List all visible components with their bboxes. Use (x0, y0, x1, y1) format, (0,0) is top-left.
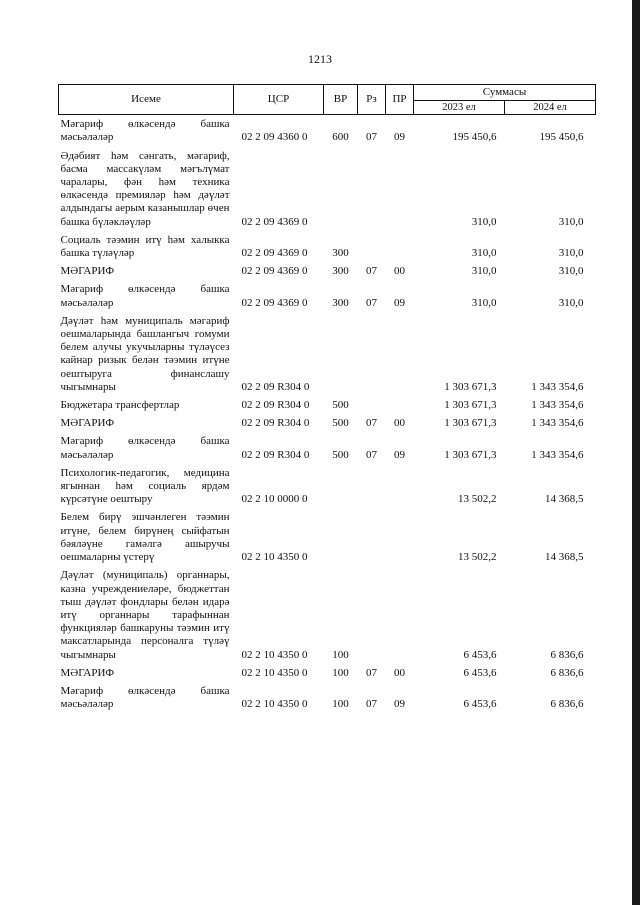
cell-csr: 02 2 10 4350 0 (241, 698, 308, 711)
table-row (59, 396, 596, 414)
budget-sheet (58, 84, 595, 713)
cell-sum-2023: 1 303 671,3 (444, 417, 497, 430)
cell-csr: 02 2 09 R304 0 (241, 417, 310, 430)
cell-rz: 07 (366, 666, 377, 679)
cell-name: Дәүләт һәм муниципаль мәгариф оешмаларында башлангыч гомуми белем алучы укучыларны түләүсез кайнар ризык белән тәэмин итүне оештыруга финанслашу чыгымнары (60, 314, 230, 393)
table-row (59, 312, 596, 396)
cell-csr: 02 2 09 4360 0 (241, 131, 308, 144)
header-year-2024: 2024 ел (505, 101, 596, 115)
page-number: 1213 (308, 52, 332, 66)
header-name: Исеме (59, 85, 234, 115)
budget-table (58, 84, 596, 713)
cell-vr: 500 (332, 417, 349, 430)
cell-rz: 07 (366, 698, 377, 711)
cell-pr (386, 464, 414, 509)
cell-sum-2023: 195 450,6 (452, 131, 497, 144)
table-row (59, 682, 596, 713)
header-pr: ПР (386, 85, 414, 115)
header-sums: Суммасы (414, 85, 596, 101)
cell-vr: 100 (332, 698, 349, 711)
cell-sum-2023: 1 303 671,3 (444, 399, 497, 412)
cell-sum-2024: 6 836,6 (550, 648, 584, 661)
cell-pr (386, 566, 414, 663)
cell-sum-2023: 1 303 671,3 (444, 380, 497, 393)
cell-rz: 07 (366, 448, 377, 461)
cell-pr (386, 312, 414, 396)
cell-csr: 02 2 09 R304 0 (241, 380, 310, 393)
cell-sum-2024: 1 343 354,6 (531, 448, 584, 461)
cell-sum-2024: 310,0 (558, 215, 584, 228)
cell-vr: 300 (332, 247, 349, 260)
cell-name: МӘГАРИФ (60, 666, 115, 679)
table-row (59, 280, 596, 311)
cell-pr: 09 (394, 131, 405, 144)
cell-rz: 07 (366, 131, 377, 144)
cell-sum-2023: 310,0 (471, 265, 497, 278)
cell-vr: 600 (332, 131, 349, 144)
cell-rz (358, 566, 386, 663)
cell-sum-2024: 310,0 (558, 265, 584, 278)
cell-pr: 00 (394, 666, 405, 679)
cell-pr (386, 147, 414, 231)
cell-pr (386, 396, 414, 414)
cell-sum-2024: 1 343 354,6 (531, 417, 584, 430)
cell-pr: 09 (394, 448, 405, 461)
cell-sum-2023: 6 453,6 (463, 666, 497, 679)
header-csr: ЦСР (234, 85, 324, 115)
cell-vr (324, 147, 358, 231)
cell-vr: 100 (332, 648, 349, 661)
cell-csr: 02 2 10 0000 0 (241, 493, 308, 506)
cell-vr (324, 508, 358, 566)
cell-pr (386, 508, 414, 566)
table-row (59, 115, 596, 147)
cell-sum-2023: 1 303 671,3 (444, 448, 497, 461)
cell-pr (386, 231, 414, 262)
cell-sum-2023: 310,0 (471, 296, 497, 309)
cell-csr: 02 2 09 4369 0 (241, 265, 308, 278)
table-row (59, 566, 596, 663)
cell-name: Мәгариф өлкәсендә башка мәсьәләләр (60, 283, 230, 309)
cell-csr: 02 2 09 4369 0 (241, 247, 308, 260)
cell-pr: 00 (394, 417, 405, 430)
cell-sum-2024: 310,0 (558, 296, 584, 309)
cell-name: Бюджетара трансфертлар (60, 399, 180, 412)
cell-name: МӘГАРИФ (60, 417, 115, 430)
cell-rz: 07 (366, 296, 377, 309)
cell-sum-2024: 1 343 354,6 (531, 380, 584, 393)
cell-vr: 100 (332, 666, 349, 679)
cell-sum-2024: 14 368,5 (545, 551, 584, 564)
cell-name: Мәгариф өлкәсендә башка мәсьәләләр (60, 684, 230, 711)
cell-name: Мәгариф өлкәсендә башка мәсьәләләр (60, 435, 230, 461)
cell-csr: 02 2 09 R304 0 (241, 399, 310, 412)
cell-sum-2023: 310,0 (471, 215, 497, 228)
cell-rz (358, 396, 386, 414)
header-year-2023: 2023 ел (414, 101, 505, 115)
cell-rz (358, 312, 386, 396)
table-row (59, 664, 596, 682)
cell-sum-2023: 6 453,6 (463, 698, 497, 711)
cell-rz: 07 (366, 265, 377, 278)
cell-rz: 07 (366, 417, 377, 430)
cell-name: Әдәбият һәм сәнгать, мәгариф, басма массакүләм мәгълүмат чаралары, фән һәм техника өлкәсендә премияләр һәм дәүләт алдындагы аерым казанышлар өчен башка бүләкләүләр (60, 149, 230, 228)
table-body (59, 115, 596, 714)
cell-sum-2023: 6 453,6 (463, 648, 497, 661)
table-row (59, 464, 596, 509)
cell-name: МӘГАРИФ (60, 265, 115, 278)
table-row (59, 432, 596, 463)
cell-pr: 09 (394, 296, 405, 309)
cell-rz (358, 508, 386, 566)
cell-sum-2023: 13 502,2 (458, 551, 497, 564)
table-row (59, 414, 596, 432)
cell-csr: 02 2 09 4369 0 (241, 215, 308, 228)
cell-pr: 09 (394, 698, 405, 711)
cell-csr: 02 2 10 4350 0 (241, 648, 308, 661)
cell-csr: 02 2 10 4350 0 (241, 666, 308, 679)
scan-edge-shadow (632, 0, 640, 905)
cell-sum-2024: 195 450,6 (539, 131, 584, 144)
cell-vr: 500 (332, 448, 349, 461)
cell-sum-2024: 6 836,6 (550, 666, 584, 679)
cell-sum-2023: 310,0 (471, 247, 497, 260)
cell-vr: 300 (332, 265, 349, 278)
cell-rz (358, 147, 386, 231)
table-row (59, 262, 596, 280)
cell-rz (358, 464, 386, 509)
cell-name: Психологик-педагогик, медицина ягыннан һәм социаль ярдәм күрсәтүне оештыру (60, 466, 230, 506)
cell-vr: 500 (332, 399, 349, 412)
cell-csr: 02 2 09 R304 0 (241, 448, 310, 461)
cell-pr: 00 (394, 265, 405, 278)
header-rz: Рз (358, 85, 386, 115)
cell-rz (358, 231, 386, 262)
cell-vr (324, 312, 358, 396)
table-row (59, 508, 596, 566)
cell-csr: 02 2 09 4369 0 (241, 296, 308, 309)
cell-sum-2023: 13 502,2 (458, 493, 497, 506)
cell-csr: 02 2 10 4350 0 (241, 551, 308, 564)
cell-vr: 300 (332, 296, 349, 309)
cell-name: Дәүләт (муниципаль) органнары, казна учреждениеләре, бюджеттан тыш дәүләт фондлары белән идарә итү органнары тарафыннан функцияләр башкаруны тәэмин итү максатларында персоналга түләү чыгымнары (60, 569, 230, 661)
cell-name: Мәгариф өлкәсендә башка мәсьәләләр (60, 118, 230, 144)
header-vr: ВР (324, 85, 358, 115)
cell-name: Социаль тәэмин итү һәм халыкка башка түләүләр (60, 233, 230, 260)
cell-name: Белем бирү эшчәнлеген тәэмин итүне, белем бирүнең сыйфатын бәяләүне гамәлгә ашыручы оешмаларны үстерү (60, 511, 230, 564)
cell-sum-2024: 1 343 354,6 (531, 399, 584, 412)
table-header (59, 85, 596, 115)
table-row (59, 147, 596, 231)
table-row (59, 231, 596, 262)
cell-sum-2024: 14 368,5 (545, 493, 584, 506)
cell-vr (324, 464, 358, 509)
cell-sum-2024: 6 836,6 (550, 698, 584, 711)
cell-sum-2024: 310,0 (558, 247, 584, 260)
